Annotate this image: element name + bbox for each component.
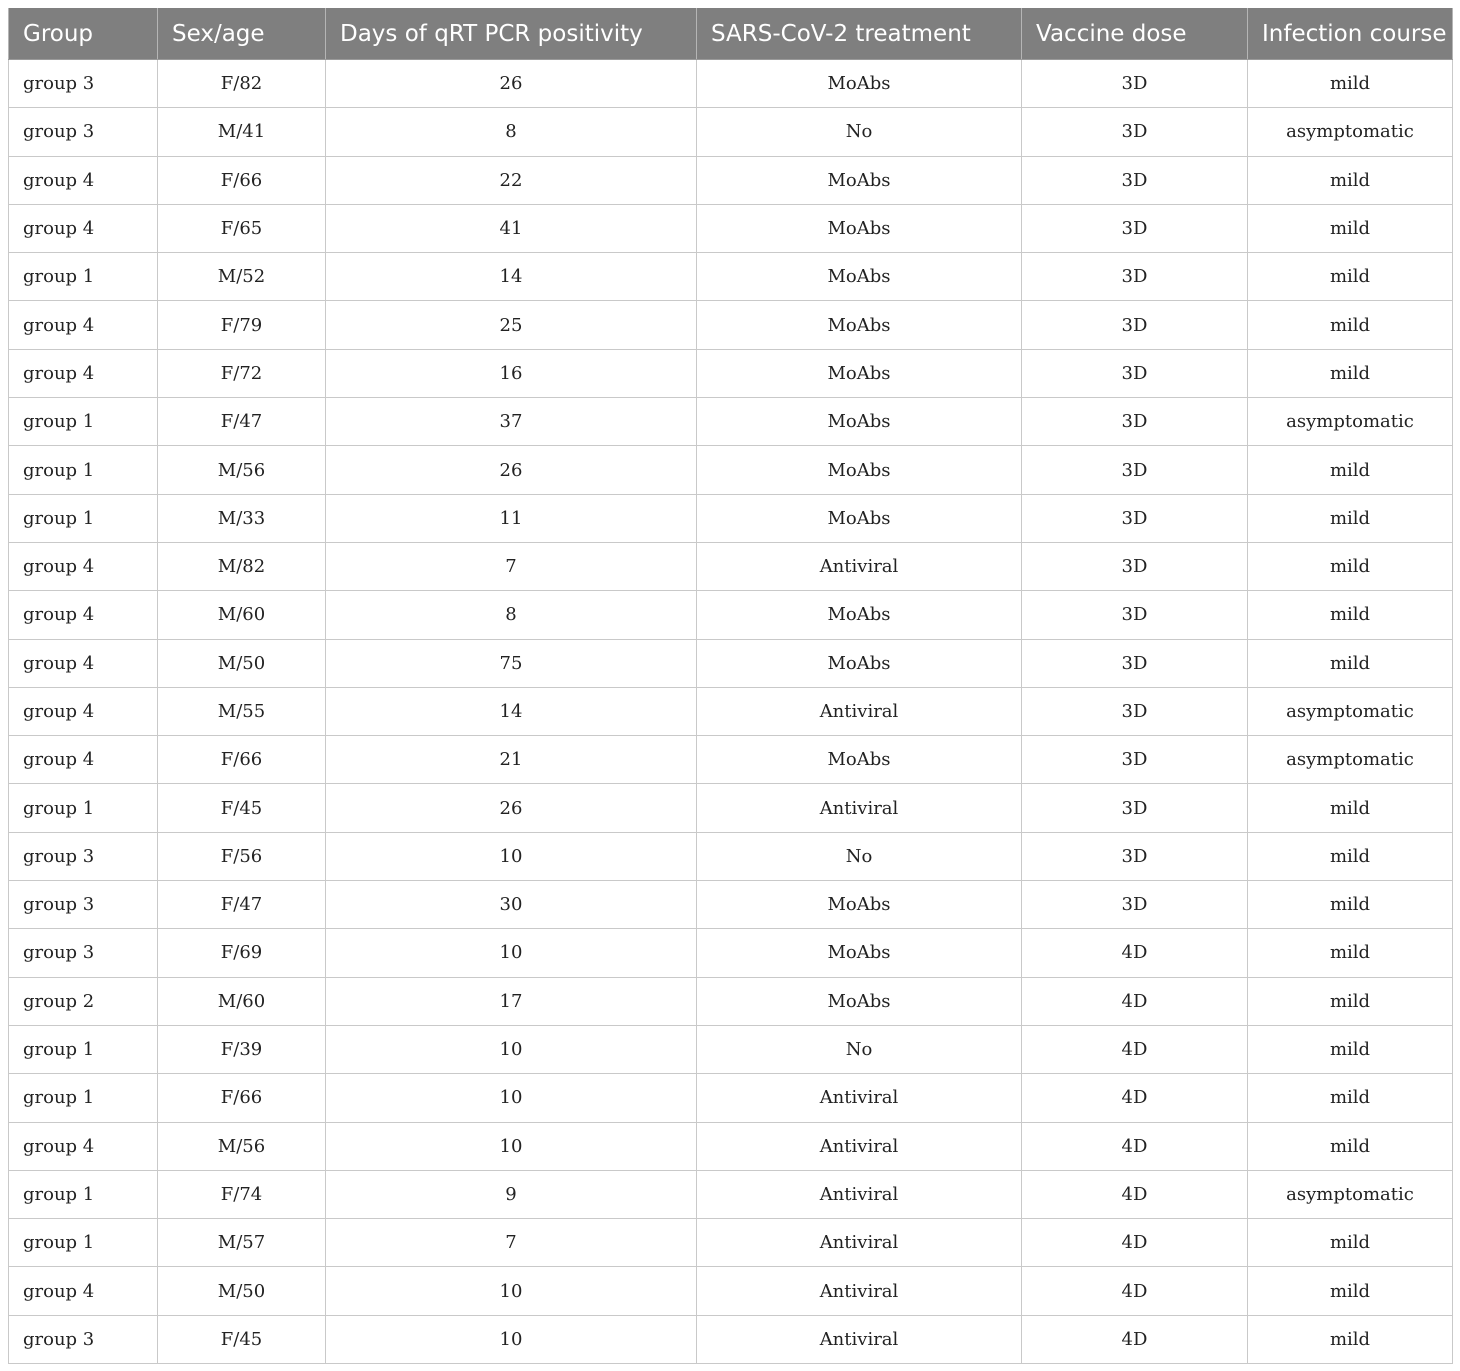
cell-treatment: MoAbs (697, 156, 1022, 204)
cell-group: group 1 (9, 1219, 158, 1267)
table-row (9, 156, 1453, 204)
header-row (9, 8, 1453, 60)
table-body (9, 60, 1453, 1364)
cell-vaccine-dose: 3D (1022, 591, 1248, 639)
cell-treatment: MoAbs (697, 736, 1022, 784)
table-row (9, 301, 1453, 349)
cell-days: 30 (326, 881, 697, 929)
table-row (9, 1219, 1453, 1267)
cell-sex-age: F/45 (158, 1315, 326, 1363)
cell-days: 8 (326, 108, 697, 156)
cell-treatment: MoAbs (697, 204, 1022, 252)
cell-group: group 1 (9, 494, 158, 542)
cell-vaccine-dose: 4D (1022, 1074, 1248, 1122)
cell-group: group 1 (9, 1025, 158, 1073)
cell-treatment: Antiviral (697, 1170, 1022, 1218)
table-row (9, 784, 1453, 832)
cell-sex-age: F/65 (158, 204, 326, 252)
cell-days: 26 (326, 446, 697, 494)
table-row (9, 60, 1453, 108)
table-row (9, 639, 1453, 687)
cell-vaccine-dose: 3D (1022, 60, 1248, 108)
cell-group: group 4 (9, 687, 158, 735)
cell-group: group 3 (9, 60, 158, 108)
patient-table (8, 8, 1453, 1364)
table-row (9, 1315, 1453, 1363)
cell-treatment: No (697, 1025, 1022, 1073)
cell-vaccine-dose: 4D (1022, 1122, 1248, 1170)
cell-infection-course: mild (1248, 832, 1453, 880)
cell-treatment: Antiviral (697, 784, 1022, 832)
cell-treatment: MoAbs (697, 398, 1022, 446)
cell-vaccine-dose: 3D (1022, 784, 1248, 832)
cell-group: group 1 (9, 1170, 158, 1218)
cell-days: 75 (326, 639, 697, 687)
cell-treatment: Antiviral (697, 1219, 1022, 1267)
cell-sex-age: M/52 (158, 253, 326, 301)
cell-vaccine-dose: 3D (1022, 156, 1248, 204)
cell-days: 10 (326, 1025, 697, 1073)
cell-vaccine-dose: 3D (1022, 687, 1248, 735)
cell-sex-age: F/69 (158, 929, 326, 977)
cell-vaccine-dose: 4D (1022, 929, 1248, 977)
cell-infection-course: mild (1248, 881, 1453, 929)
cell-vaccine-dose: 4D (1022, 977, 1248, 1025)
cell-days: 10 (326, 1315, 697, 1363)
cell-treatment: Antiviral (697, 687, 1022, 735)
cell-sex-age: F/66 (158, 1074, 326, 1122)
cell-sex-age: M/60 (158, 977, 326, 1025)
cell-infection-course: mild (1248, 1315, 1453, 1363)
cell-days: 10 (326, 1267, 697, 1315)
cell-days: 10 (326, 1074, 697, 1122)
cell-infection-course: mild (1248, 204, 1453, 252)
cell-days: 10 (326, 1122, 697, 1170)
table-row (9, 1122, 1453, 1170)
cell-treatment: MoAbs (697, 349, 1022, 397)
cell-infection-course: mild (1248, 156, 1453, 204)
table-row (9, 253, 1453, 301)
cell-vaccine-dose: 3D (1022, 639, 1248, 687)
table-row (9, 494, 1453, 542)
patient-table-container (8, 8, 1452, 1364)
cell-infection-course: mild (1248, 301, 1453, 349)
cell-days: 37 (326, 398, 697, 446)
cell-sex-age: M/50 (158, 639, 326, 687)
cell-group: group 4 (9, 736, 158, 784)
cell-days: 17 (326, 977, 697, 1025)
cell-treatment: MoAbs (697, 494, 1022, 542)
cell-sex-age: M/56 (158, 1122, 326, 1170)
cell-treatment: Antiviral (697, 1315, 1022, 1363)
cell-infection-course: mild (1248, 349, 1453, 397)
table-row (9, 832, 1453, 880)
cell-vaccine-dose: 4D (1022, 1025, 1248, 1073)
cell-treatment: MoAbs (697, 60, 1022, 108)
cell-vaccine-dose: 3D (1022, 494, 1248, 542)
cell-infection-course: mild (1248, 1074, 1453, 1122)
table-row (9, 446, 1453, 494)
cell-days: 16 (326, 349, 697, 397)
cell-group: group 3 (9, 1315, 158, 1363)
cell-days: 10 (326, 832, 697, 880)
table-row (9, 204, 1453, 252)
cell-days: 7 (326, 542, 697, 590)
cell-sex-age: M/55 (158, 687, 326, 735)
cell-sex-age: F/47 (158, 881, 326, 929)
cell-group: group 4 (9, 156, 158, 204)
cell-sex-age: F/74 (158, 1170, 326, 1218)
cell-days: 10 (326, 929, 697, 977)
cell-treatment: Antiviral (697, 1122, 1022, 1170)
cell-days: 21 (326, 736, 697, 784)
cell-vaccine-dose: 3D (1022, 832, 1248, 880)
cell-treatment: No (697, 832, 1022, 880)
cell-infection-course: mild (1248, 591, 1453, 639)
cell-sex-age: M/33 (158, 494, 326, 542)
cell-group: group 2 (9, 977, 158, 1025)
table-row (9, 1170, 1453, 1218)
cell-days: 9 (326, 1170, 697, 1218)
header-treatment: SARS-CoV-2 treatment (697, 8, 1022, 60)
cell-treatment: MoAbs (697, 253, 1022, 301)
header-vaccine-dose: Vaccine dose (1022, 8, 1248, 60)
cell-treatment: MoAbs (697, 301, 1022, 349)
cell-infection-course: mild (1248, 1219, 1453, 1267)
cell-vaccine-dose: 3D (1022, 204, 1248, 252)
header-infection-course: Infection course (1248, 8, 1453, 60)
table-row (9, 1025, 1453, 1073)
cell-infection-course: mild (1248, 784, 1453, 832)
cell-sex-age: M/57 (158, 1219, 326, 1267)
table-row (9, 929, 1453, 977)
cell-group: group 3 (9, 108, 158, 156)
cell-days: 22 (326, 156, 697, 204)
cell-days: 26 (326, 60, 697, 108)
table-row (9, 108, 1453, 156)
cell-sex-age: F/66 (158, 736, 326, 784)
cell-vaccine-dose: 3D (1022, 736, 1248, 784)
cell-days: 25 (326, 301, 697, 349)
cell-sex-age: M/60 (158, 591, 326, 639)
cell-infection-course: mild (1248, 494, 1453, 542)
cell-vaccine-dose: 4D (1022, 1315, 1248, 1363)
cell-infection-course: mild (1248, 60, 1453, 108)
table-row (9, 1074, 1453, 1122)
cell-treatment: MoAbs (697, 977, 1022, 1025)
cell-sex-age: F/72 (158, 349, 326, 397)
cell-group: group 3 (9, 929, 158, 977)
table-row (9, 736, 1453, 784)
cell-vaccine-dose: 3D (1022, 253, 1248, 301)
cell-infection-course: mild (1248, 639, 1453, 687)
cell-treatment: MoAbs (697, 929, 1022, 977)
cell-vaccine-dose: 3D (1022, 446, 1248, 494)
cell-treatment: No (697, 108, 1022, 156)
cell-infection-course: mild (1248, 253, 1453, 301)
cell-sex-age: M/56 (158, 446, 326, 494)
table-row (9, 591, 1453, 639)
cell-vaccine-dose: 3D (1022, 881, 1248, 929)
cell-sex-age: F/66 (158, 156, 326, 204)
cell-group: group 4 (9, 591, 158, 639)
cell-group: group 4 (9, 349, 158, 397)
cell-days: 14 (326, 253, 697, 301)
cell-group: group 3 (9, 881, 158, 929)
table-row (9, 542, 1453, 590)
cell-infection-course: mild (1248, 977, 1453, 1025)
cell-group: group 3 (9, 832, 158, 880)
header-days-qrt-pcr: Days of qRT PCR positivity (326, 8, 697, 60)
table-row (9, 349, 1453, 397)
cell-group: group 4 (9, 1267, 158, 1315)
cell-days: 26 (326, 784, 697, 832)
cell-infection-course: asymptomatic (1248, 736, 1453, 784)
cell-treatment: Antiviral (697, 542, 1022, 590)
cell-vaccine-dose: 3D (1022, 542, 1248, 590)
cell-sex-age: F/56 (158, 832, 326, 880)
header-group: Group (9, 8, 158, 60)
cell-group: group 1 (9, 253, 158, 301)
cell-sex-age: F/82 (158, 60, 326, 108)
table-row (9, 881, 1453, 929)
table-header (9, 8, 1453, 60)
cell-infection-course: mild (1248, 1267, 1453, 1315)
cell-days: 11 (326, 494, 697, 542)
cell-infection-course: mild (1248, 542, 1453, 590)
cell-group: group 4 (9, 301, 158, 349)
cell-group: group 4 (9, 639, 158, 687)
header-sex-age: Sex/age (158, 8, 326, 60)
cell-infection-course: asymptomatic (1248, 398, 1453, 446)
cell-treatment: MoAbs (697, 591, 1022, 639)
cell-days: 8 (326, 591, 697, 639)
cell-group: group 4 (9, 542, 158, 590)
cell-infection-course: asymptomatic (1248, 108, 1453, 156)
cell-group: group 1 (9, 1074, 158, 1122)
cell-vaccine-dose: 3D (1022, 349, 1248, 397)
cell-sex-age: M/41 (158, 108, 326, 156)
table-row (9, 398, 1453, 446)
cell-infection-course: mild (1248, 1025, 1453, 1073)
cell-group: group 4 (9, 1122, 158, 1170)
cell-vaccine-dose: 3D (1022, 301, 1248, 349)
cell-days: 41 (326, 204, 697, 252)
cell-days: 14 (326, 687, 697, 735)
cell-vaccine-dose: 4D (1022, 1267, 1248, 1315)
cell-treatment: Antiviral (697, 1267, 1022, 1315)
cell-sex-age: F/47 (158, 398, 326, 446)
table-row (9, 687, 1453, 735)
table-row (9, 1267, 1453, 1315)
cell-sex-age: M/82 (158, 542, 326, 590)
cell-sex-age: F/45 (158, 784, 326, 832)
cell-infection-course: mild (1248, 929, 1453, 977)
cell-sex-age: M/50 (158, 1267, 326, 1315)
cell-vaccine-dose: 4D (1022, 1219, 1248, 1267)
cell-treatment: MoAbs (697, 881, 1022, 929)
cell-sex-age: F/79 (158, 301, 326, 349)
cell-infection-course: asymptomatic (1248, 687, 1453, 735)
cell-group: group 1 (9, 398, 158, 446)
cell-vaccine-dose: 3D (1022, 398, 1248, 446)
cell-vaccine-dose: 4D (1022, 1170, 1248, 1218)
cell-treatment: MoAbs (697, 446, 1022, 494)
cell-treatment: MoAbs (697, 639, 1022, 687)
cell-infection-course: asymptomatic (1248, 1170, 1453, 1218)
cell-sex-age: F/39 (158, 1025, 326, 1073)
cell-group: group 1 (9, 784, 158, 832)
cell-vaccine-dose: 3D (1022, 108, 1248, 156)
table-row (9, 977, 1453, 1025)
cell-treatment: Antiviral (697, 1074, 1022, 1122)
cell-group: group 4 (9, 204, 158, 252)
cell-group: group 1 (9, 446, 158, 494)
cell-days: 7 (326, 1219, 697, 1267)
cell-infection-course: mild (1248, 446, 1453, 494)
cell-infection-course: mild (1248, 1122, 1453, 1170)
